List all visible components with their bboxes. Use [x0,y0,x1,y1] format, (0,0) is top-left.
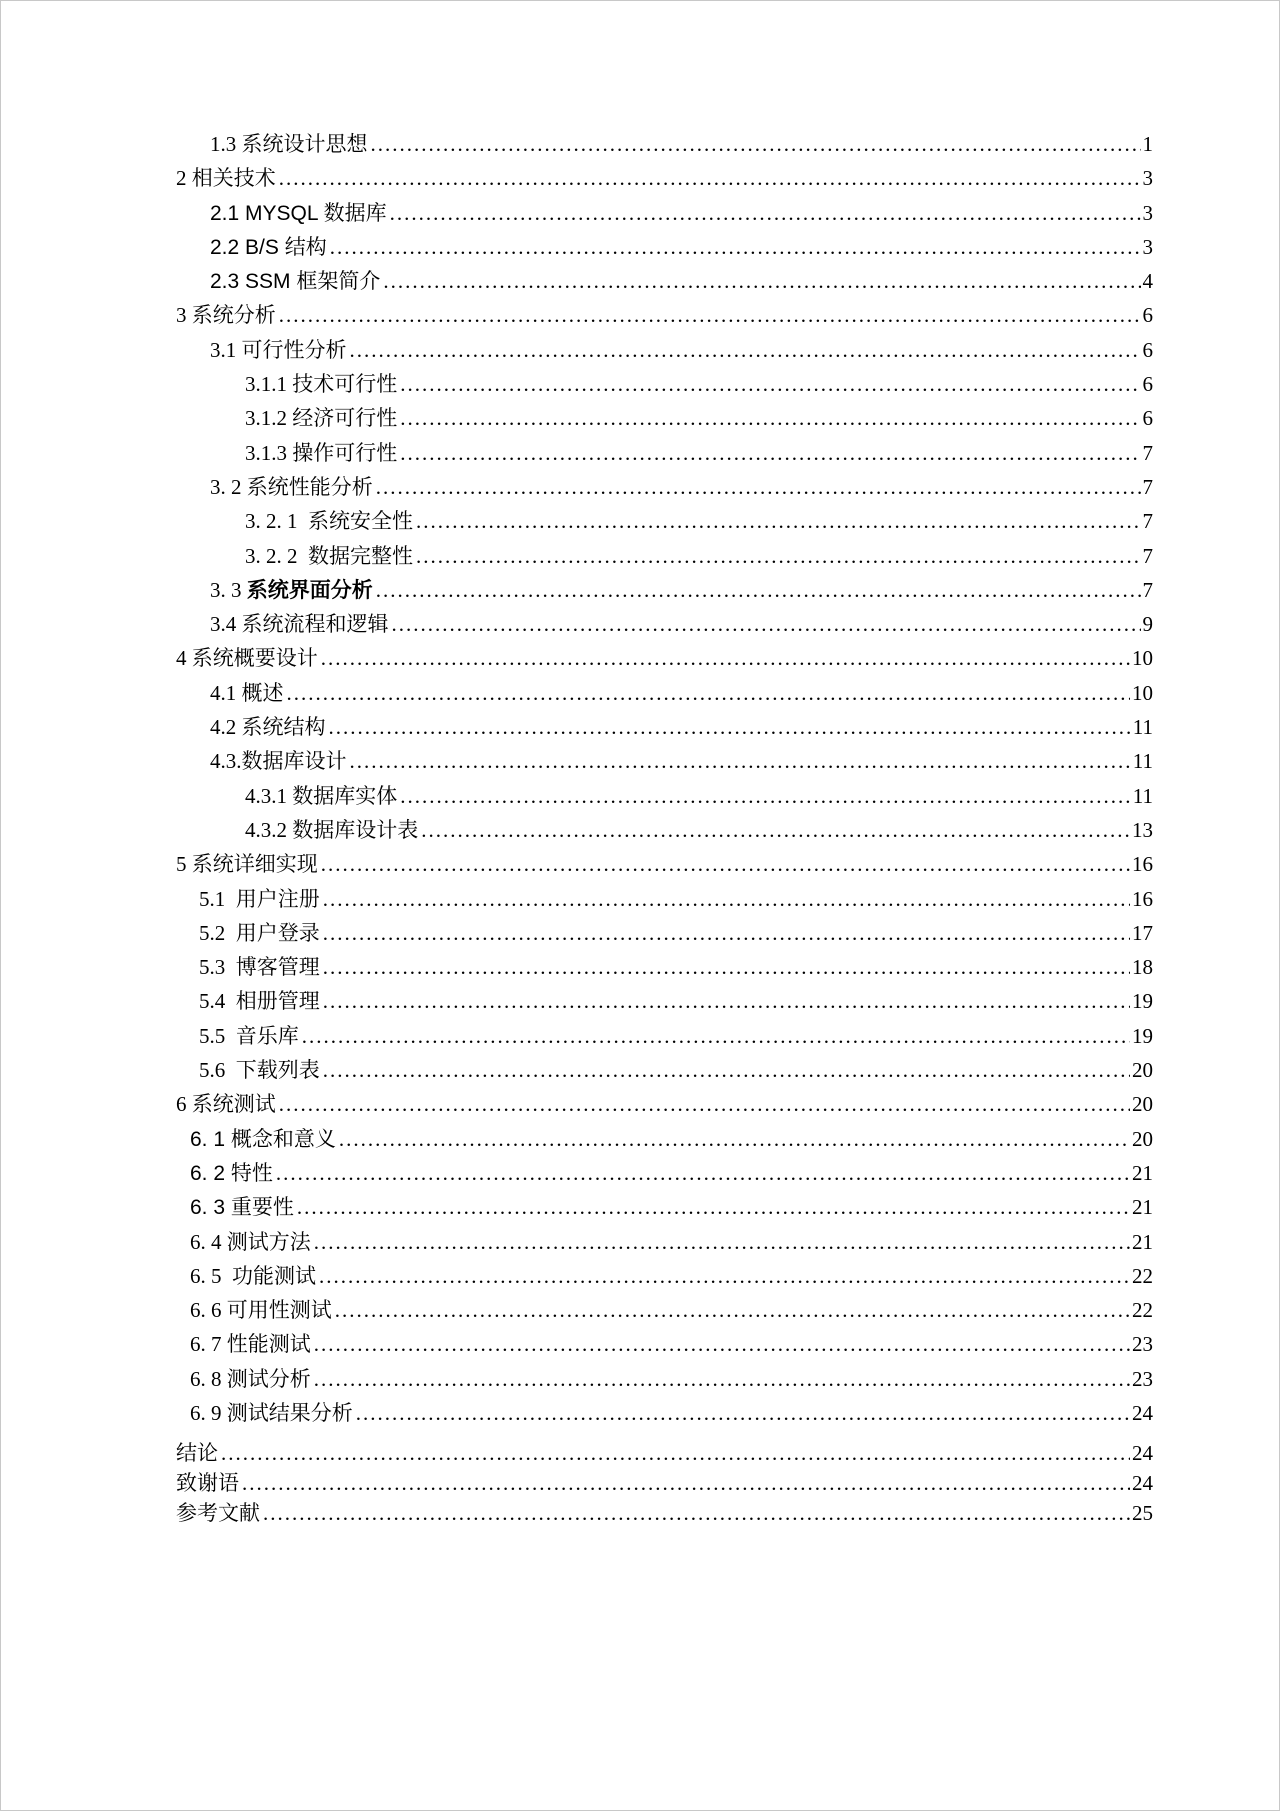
toc-entry [176,1396,1153,1430]
dot-leader [400,367,1140,401]
page-number: 3 [1142,166,1153,191]
page-number: 13 [1132,817,1153,842]
toc-entry [176,1019,1153,1053]
toc-entry-title: 6. 3 重要性 [190,1196,294,1220]
toc-entry-title: 3.1 可行性分析 [210,337,347,362]
toc-entry [176,1122,1153,1156]
toc-list [176,1,1153,1528]
page-number: 21 [1132,1195,1153,1220]
dot-leader [376,573,1141,607]
toc-entry-title: 3.1.2 经济可行性 [245,406,398,431]
toc-entry [176,1468,1153,1498]
page-number: 19 [1132,989,1153,1014]
toc-entry-title: 参考文献 [176,1501,260,1526]
toc-entry-title: 3. 2 系统性能分析 [210,474,373,499]
page-number: 24 [1132,1471,1153,1496]
dot-leader [279,298,1141,332]
dot-leader [400,779,1131,813]
page-number: 20 [1132,1058,1153,1083]
dot-leader [400,401,1140,435]
toc-entry [176,1225,1153,1259]
toc-entry [176,916,1153,950]
toc-entry-title: 2.1 MYSQL 数据库 [210,201,387,225]
page-number: 23 [1132,1332,1153,1357]
toc-entry-title: 4 系统概要设计 [176,646,318,671]
page-number: 24 [1132,1400,1153,1425]
dot-leader [356,1396,1130,1430]
dot-leader [323,950,1130,984]
toc-entry [176,573,1153,607]
toc-entry [176,1327,1153,1361]
dot-leader [279,161,1141,195]
page-number: 7 [1142,440,1153,465]
toc-entry-title: 5.6 下载列表 [199,1058,320,1083]
toc-entry [176,1053,1153,1087]
toc-entry-title: 3 系统分析 [176,303,276,328]
dot-leader [416,539,1141,573]
page-number: 3 [1142,200,1153,225]
toc-entry [176,847,1153,881]
dot-leader [323,1053,1130,1087]
toc-entry-title: 5.3 博客管理 [199,955,320,980]
dot-leader [314,1225,1130,1259]
toc-entry [176,436,1153,470]
page-number: 6 [1142,337,1153,362]
toc-entry [176,607,1153,641]
dot-leader [321,641,1130,675]
page-number: 4 [1142,269,1153,294]
toc-entry-title: 6. 7 性能测试 [190,1332,311,1357]
toc-entry [176,504,1153,538]
page-number: 19 [1132,1023,1153,1048]
toc-entry-title: 6. 5 功能测试 [190,1263,316,1288]
toc-entry-title: 6. 1 概念和意义 [190,1127,336,1151]
toc-entry-title: 2.3 SSM 框架简介 [210,270,381,294]
toc-entry [176,710,1153,744]
dot-leader [242,1468,1130,1498]
dot-leader [321,847,1130,881]
dot-leader [323,882,1130,916]
toc-entry-title: 6. 6 可用性测试 [190,1298,332,1323]
dot-leader [400,436,1140,470]
toc-entry-title: 6. 4 测试方法 [190,1229,311,1254]
toc-entry [176,539,1153,573]
dot-leader [339,1122,1130,1156]
toc-entry [176,744,1153,778]
dot-leader [302,1019,1130,1053]
toc-entry-title: 3. 2. 2 数据完整性 [245,543,413,568]
dot-leader [323,916,1130,950]
toc-entry-title: 5.4 相册管理 [199,989,320,1014]
toc-entry [176,230,1153,264]
page-number: 24 [1132,1441,1153,1466]
toc-entry-title: 6 系统测试 [176,1092,276,1117]
toc-entry [176,779,1153,813]
dot-leader [279,1087,1130,1121]
dot-leader [319,1259,1130,1293]
dot-leader [350,744,1131,778]
dot-leader [329,710,1131,744]
toc-entry-title: 2 相关技术 [176,166,276,191]
page-number: 22 [1132,1298,1153,1323]
dot-leader [287,676,1131,710]
toc-entry-title: 4.1 概述 [210,680,284,705]
page-number: 21 [1132,1229,1153,1254]
toc-entry [176,813,1153,847]
dot-leader [263,1498,1130,1528]
toc-entry [176,641,1153,675]
page-number: 10 [1132,680,1153,705]
toc-entry [176,1438,1153,1468]
toc-entry [176,1259,1153,1293]
toc-entry-title: 4.3.1 数据库实体 [245,783,398,808]
toc-entry-title-bold: 系统界面分析 [246,577,373,602]
page-number: 23 [1132,1366,1153,1391]
dot-leader [416,504,1141,538]
dot-leader [390,196,1141,230]
dot-leader [350,333,1141,367]
dot-leader [297,1190,1130,1224]
toc-entry [176,401,1153,435]
toc-entry [176,161,1153,195]
toc-entry [176,196,1153,230]
toc-entry-title: 4.2 系统结构 [210,715,326,740]
page-number: 7 [1142,543,1153,568]
dot-leader [330,230,1141,264]
page-number: 9 [1142,612,1153,637]
page-number: 11 [1132,783,1153,808]
toc-entry [176,676,1153,710]
page-number: 6 [1142,406,1153,431]
toc-entry-title: 5.1 用户注册 [199,886,320,911]
dot-leader [383,264,1140,298]
dot-leader [276,1156,1130,1190]
toc-entry [176,1498,1153,1528]
toc-entry-title: 结论 [176,1441,218,1466]
toc-entry-title: 3. 3 系统界面分析 [210,577,373,602]
page-number: 1 [1142,132,1153,156]
toc-entry [176,333,1153,367]
toc-entry [176,1293,1153,1327]
toc-entry-title: 4.3.2 数据库设计表 [245,817,419,842]
dot-leader [314,1362,1130,1396]
page-number: 25 [1132,1501,1153,1526]
toc-entry-title: 3. 2. 1 系统安全性 [245,509,413,534]
toc-entry [176,1190,1153,1224]
page-number: 21 [1132,1160,1153,1185]
toc-entry [176,984,1153,1018]
toc-entry [176,264,1153,298]
dot-leader [314,1327,1130,1361]
dot-leader [392,607,1141,641]
page-number: 22 [1132,1263,1153,1288]
toc-entry [176,470,1153,504]
page-number: 6 [1142,303,1153,328]
toc-entry-title: 6. 2 特性 [190,1161,273,1185]
toc-entry-title: 5.5 音乐库 [199,1023,299,1048]
page-number: 16 [1132,886,1153,911]
toc-entry-title: 致谢语 [176,1471,239,1496]
toc-entry-title: 1.3 系统设计思想 [210,132,368,156]
page-number: 11 [1132,749,1153,774]
page-number: 7 [1142,577,1153,602]
page-number: 7 [1142,474,1153,499]
page-number: 16 [1132,852,1153,877]
page-number: 20 [1132,1092,1153,1117]
page-number: 17 [1132,920,1153,945]
toc-entry-title: 3.1.1 技术可行性 [245,372,398,397]
toc-entry-title: 6. 8 测试分析 [190,1366,311,1391]
dot-leader [371,127,1141,161]
toc-entry [176,367,1153,401]
page-number: 11 [1132,715,1153,740]
dot-leader [221,1438,1130,1468]
toc-entry [176,950,1153,984]
toc-entry [176,1362,1153,1396]
toc-entry [176,1156,1153,1190]
toc-entry [176,882,1153,916]
toc-entry-title: 5 系统详细实现 [176,852,318,877]
page-number: 10 [1132,646,1153,671]
toc-entry-title: 4.3.数据库设计 [210,749,347,774]
page-number: 20 [1132,1126,1153,1151]
dot-leader [421,813,1130,847]
toc-entry-title: 6. 9 测试结果分析 [190,1400,353,1425]
toc-entry-title: 5.2 用户登录 [199,920,320,945]
toc-entry [176,127,1153,161]
page-number: 3 [1142,234,1153,259]
toc-entry-title: 2.2 B/S 结构 [210,235,327,259]
toc-entry-title: 3.4 系统流程和逻辑 [210,612,389,637]
toc-entry [176,1087,1153,1121]
page-number: 6 [1142,372,1153,397]
page-number: 7 [1142,509,1153,534]
toc-entry [176,298,1153,332]
toc-entry-title: 3.1.3 操作可行性 [245,440,398,465]
dot-leader [376,470,1141,504]
dot-leader [323,984,1130,1018]
dot-leader [335,1293,1130,1327]
page-number: 18 [1132,955,1153,980]
